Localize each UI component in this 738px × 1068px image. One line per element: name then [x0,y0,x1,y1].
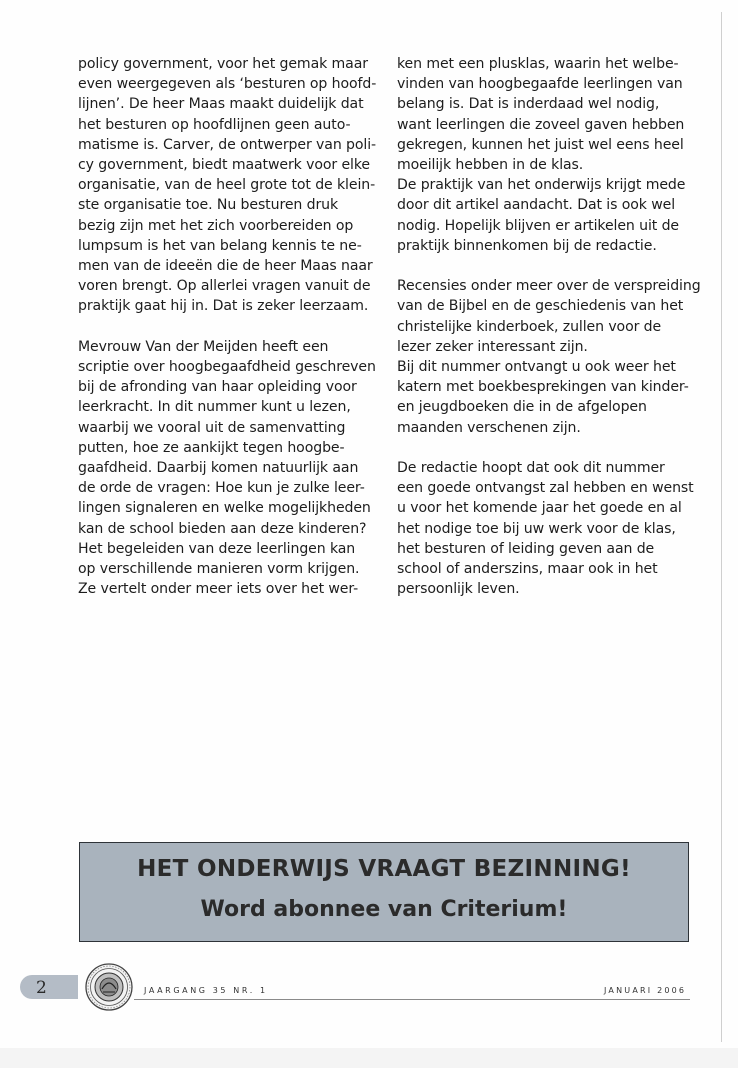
text-line: De redactie hoopt dat ook dit nummer [397,460,665,477]
text-line: bij de afronding van haar opleiding voor [78,379,357,396]
text-line: praktijk binnenkomen bij de redactie. [397,237,657,254]
text-line: kan de school bieden aan deze kinderen? [78,520,367,537]
footer-date: JANUARI 2006 [604,986,687,995]
text-line: lezer zeker interessant zijn. [397,338,588,355]
text-line: christelijke kinderboek, zullen voor de [397,318,662,335]
text-line: Mevrouw Van der Meijden heeft een [78,338,329,355]
page-number-tab [20,975,78,999]
paragraph-gap [397,256,693,276]
seal-emblem-icon [84,962,134,1012]
bottom-shade [0,1048,738,1068]
text-line: het besturen op hoofdlijnen geen auto- [78,116,351,133]
text-line: school of anderszins, maar ook in het [397,561,658,578]
text-line: bezig zijn met het zich voorbereiden op [78,217,354,234]
text-line: maanden verschenen zijn. [397,419,581,436]
footer-rule [134,999,690,1000]
text-line: moeilijk hebben in de klas. [397,157,584,174]
text-line: voren brengt. Op allerlei vragen vanuit de [78,278,371,295]
text-line: men van de ideeën die de heer Maas naar [78,258,373,275]
text-line: leerkracht. In dit nummer kunt u lezen, [78,399,351,416]
text-line: want leerlingen die zoveel gaven hebben [397,116,685,133]
text-line: De praktijk van het onderwijs krijgt mede [397,177,686,194]
page-number: 2 [36,978,47,998]
banner-subscribe-text: Word abonnee van Criterium! [200,897,568,922]
text-line: scriptie over hoogbegaafdheid geschreven [78,359,376,376]
text-line: ken met een plusklas, waarin het welbe- [397,56,679,72]
banner-headline: HET ONDERWIJS VRAAGT BEZINNING! [137,856,631,882]
text-line: en jeugdboeken die in de afgelopen [397,399,647,416]
text-line: persoonlijk leven. [397,581,520,598]
text-line: belang is. Dat is inderdaad wel nodig, [397,96,660,113]
text-line: Recensies onder meer over de verspreiding [397,278,701,295]
text-line: de orde de vragen: Hoe kun je zulke leer- [78,480,365,497]
subscription-banner [79,842,689,942]
text-line: Bij dit nummer ontvangt u ook weer het [397,359,676,376]
text-line: gekregen, kunnen het juist wel eens heel [397,136,684,153]
text-line: u voor het komende jaar het goede en al [397,500,682,517]
text-line: het besturen of leiding geven aan de [397,540,655,557]
text-line: putten, hoe ze aankijkt tegen hoogbe- [78,439,345,456]
text-line: katern met boekbesprekingen van kinder- [397,379,689,396]
right-column [397,54,701,599]
text-line: cy government, biedt maatwerk voor elke [78,157,370,174]
text-line: nodig. Hopelijk blijven er artikelen uit de [397,217,679,234]
text-line: vinden van hoogbegaafde leerlingen van [397,76,683,93]
footer-volume: JAARGANG 35 NR. 1 [144,986,268,995]
text-line: organisatie, van de heel grote tot de klein- [78,177,376,194]
text-line: een goede ontvangst zal hebben en wenst [397,480,694,497]
text-line: waarbij we vooral uit de samenvatting [78,419,346,436]
left-column [78,54,377,599]
text-line: lingen signaleren en welke mogelijkheden [78,500,371,517]
text-line: matisme is. Carver, de ontwerper van poli- [78,136,377,153]
text-line: ste organisatie toe. Nu besturen druk [78,197,339,214]
paragraph-gap [397,438,693,458]
text-line: lumpsum is het van belang kennis te ne- [78,237,362,254]
text-line: gaafdheid. Daarbij komen natuurlijk aan [78,460,359,477]
text-line: door dit artikel aandacht. Dat is ook wel [397,197,676,214]
page-edge-line [721,12,722,1042]
text-line: op verschillende manieren vorm krijgen. [78,561,360,578]
text-line: lijnen’. De heer Maas maakt duidelijk dat [78,96,364,113]
text-line: Het begeleiden van deze leerlingen kan [78,540,356,557]
text-line: policy government, voor het gemak maar [78,56,368,72]
text-line: praktijk gaat hij in. Dat is zeker leerzaam. [78,298,369,315]
text-line: even weergegeven als ‘besturen op hoofd- [78,76,377,93]
paragraph-gap [78,317,374,337]
text-line: het nodige toe bij uw werk voor de klas, [397,520,676,537]
text-line: Ze vertelt onder meer iets over het wer- [78,581,359,598]
text-line: van de Bijbel en de geschiedenis van het [397,298,684,315]
